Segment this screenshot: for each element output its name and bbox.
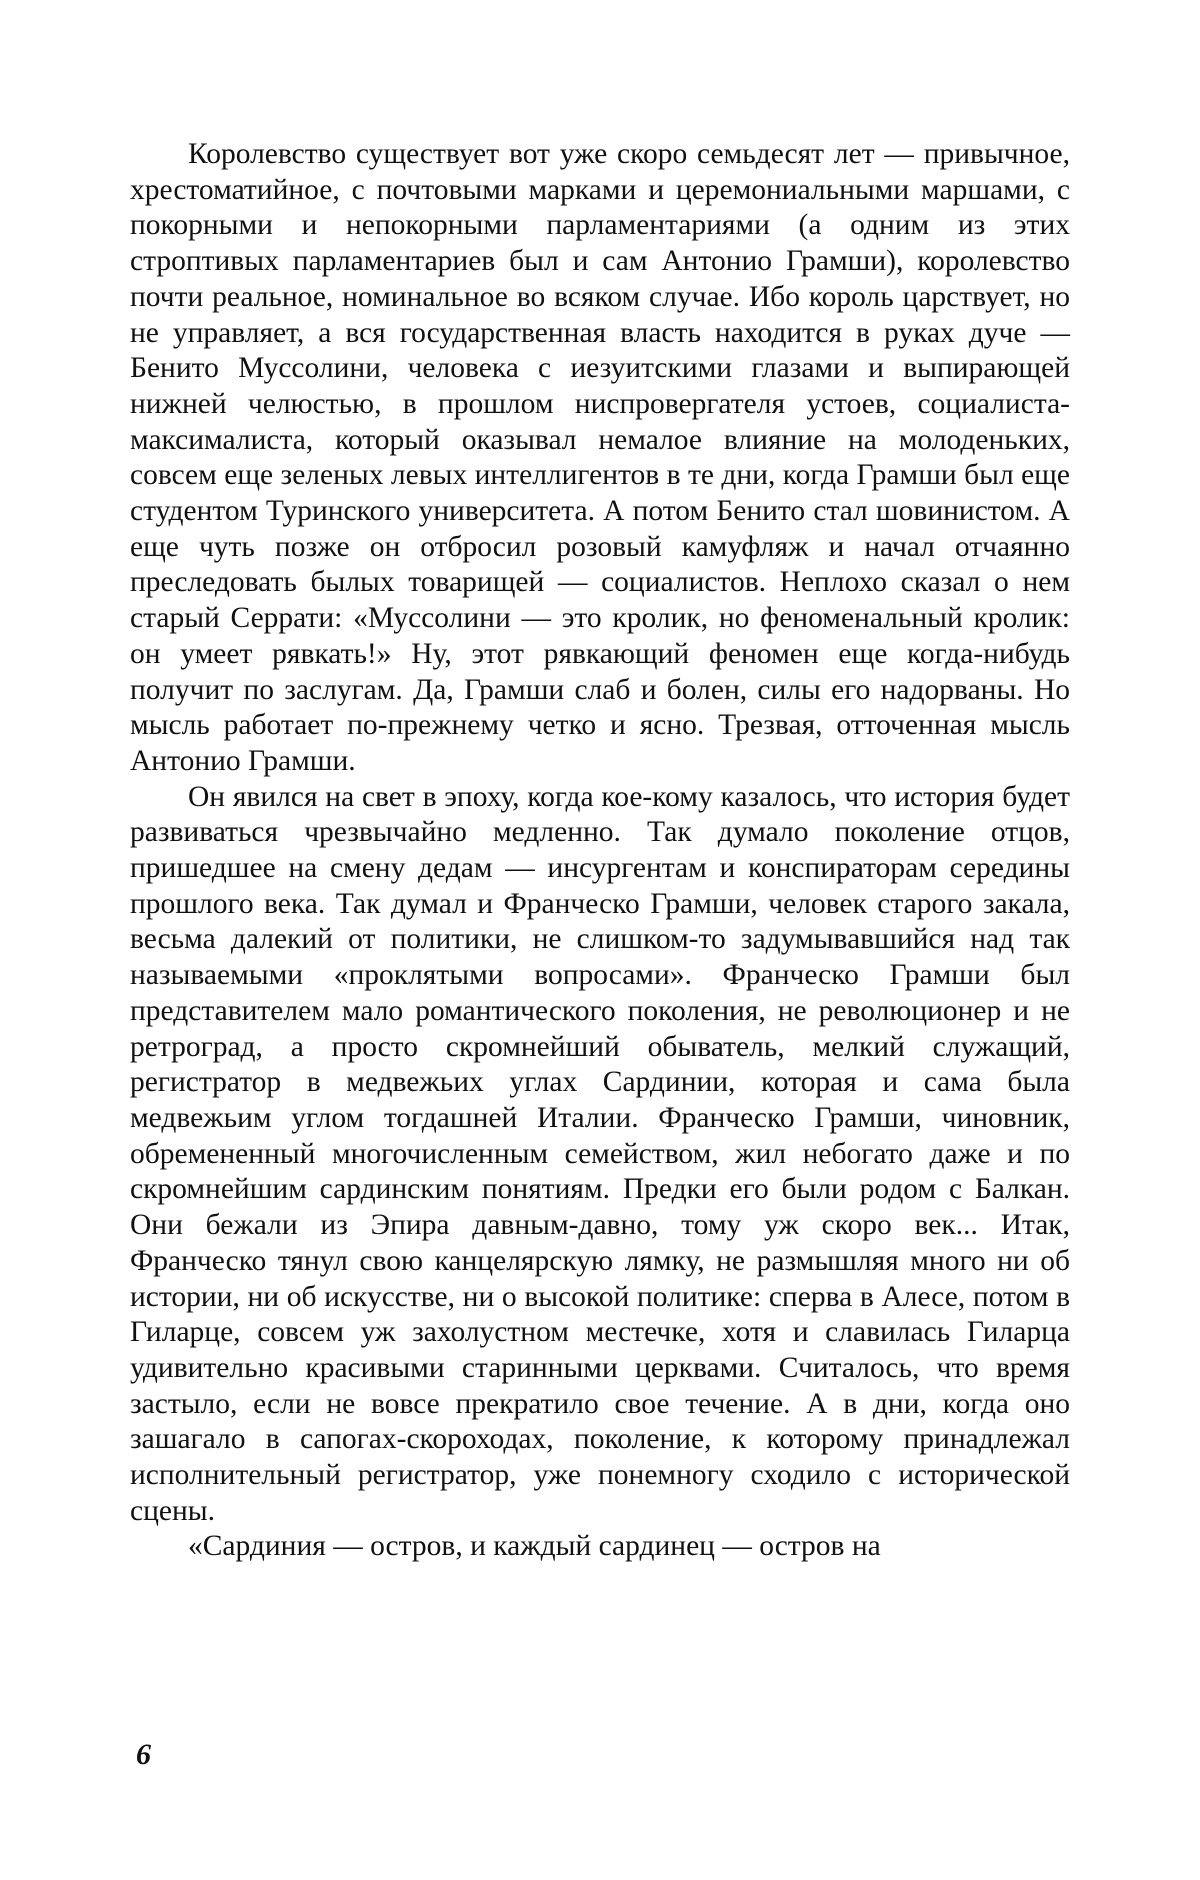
paragraph-2: Он явился на свет в эпоху, когда кое-кому казалось, что история будет развиваться чрезвычайно медленно. Так думало поколение отцов, пришедшее на смену дедам — инсургентам и конспираторам середины прошлого века. Так думал и Франческо Грамши, человек старого закала, весьма далекий от политики, не слишком-то задумывавшийся над так называемыми «проклятыми вопросами». Франческо Грамши был представителем мало романтического поколения, не революционер и не ретроград, а просто скромнейший обыватель, мелкий служащий, регистратор в медвежьих углах Сардинии, которая и сама была медвежьим углом тогдашней Италии. Франческо Грамши, чиновник, обремененный многочисленным семейством, жил небогато даже и по скромнейшим сардинским понятиям. Предки его были родом с Балкан. Они бежали из Эпира давным-давно, тому уж скоро век... Итак, Франческо тянул свою канцелярскую лямку, не размышляя много ни об истории, ни об искусстве, ни о высокой политике: сперва в Алесе, потом в Гиларце, совсем уж захолустном местечке, хотя и славилась Гиларца удивительно красивыми старинными церквами. Считалось, что время застыло, если не вовсе прекратило свое течение. А в дни, когда оно зашагало в сапогах-скороходах, поколение, к которому принадлежал исполнительный регистратор, уже понемногу сходило с исторической сцены. <box>130 780 1070 1527</box>
paragraph-3: «Сардиния — остров, и каждый сардинец — остров на <box>188 1530 881 1563</box>
paragraph-1: Королевство существует вот уже скоро семьдесят лет — привычное, хрестоматийное, с почтовыми марками и церемониальными маршами, с покорными и непокорными парламентариями (а одним из этих строптивых парламентариев был и сам Антонио Грамши), королевство почти реальное, номинальное во всяком случае. Ибо король царствует, но не управляет, а вся государственная власть находится в руках дуче — Бенито Муссолини, человека с иезуитскими глазами и выпирающей нижней челюстью, в прошлом ниспровергателя устоев, социалиста-максималиста, который оказывал немалое влияние на молоденьких, совсем еще зеленых левых интеллигентов в те дни, когда Грамши был еще студентом Туринского университета. А потом Бенито стал шовинистом. А еще чуть позже он отбросил розовый камуфляж и начал отчаянно преследовать былых товарищей — социалистов. Неплохо сказал о нем старый Серрати: «Муссолини — это кролик, но феноменальный кролик: он умеет рявкать!» Ну, этот рявкающий феномен еще когда-нибудь получит по заслугам. Да, Грамши слаб и болен, силы его надорваны. Но мысль работает по-прежнему четко и ясно. Трезвая, отточенная мысль Антонио Грамши. <box>130 138 1070 777</box>
page-number: 6 <box>136 1738 151 1771</box>
body-text <box>130 137 1070 1565</box>
